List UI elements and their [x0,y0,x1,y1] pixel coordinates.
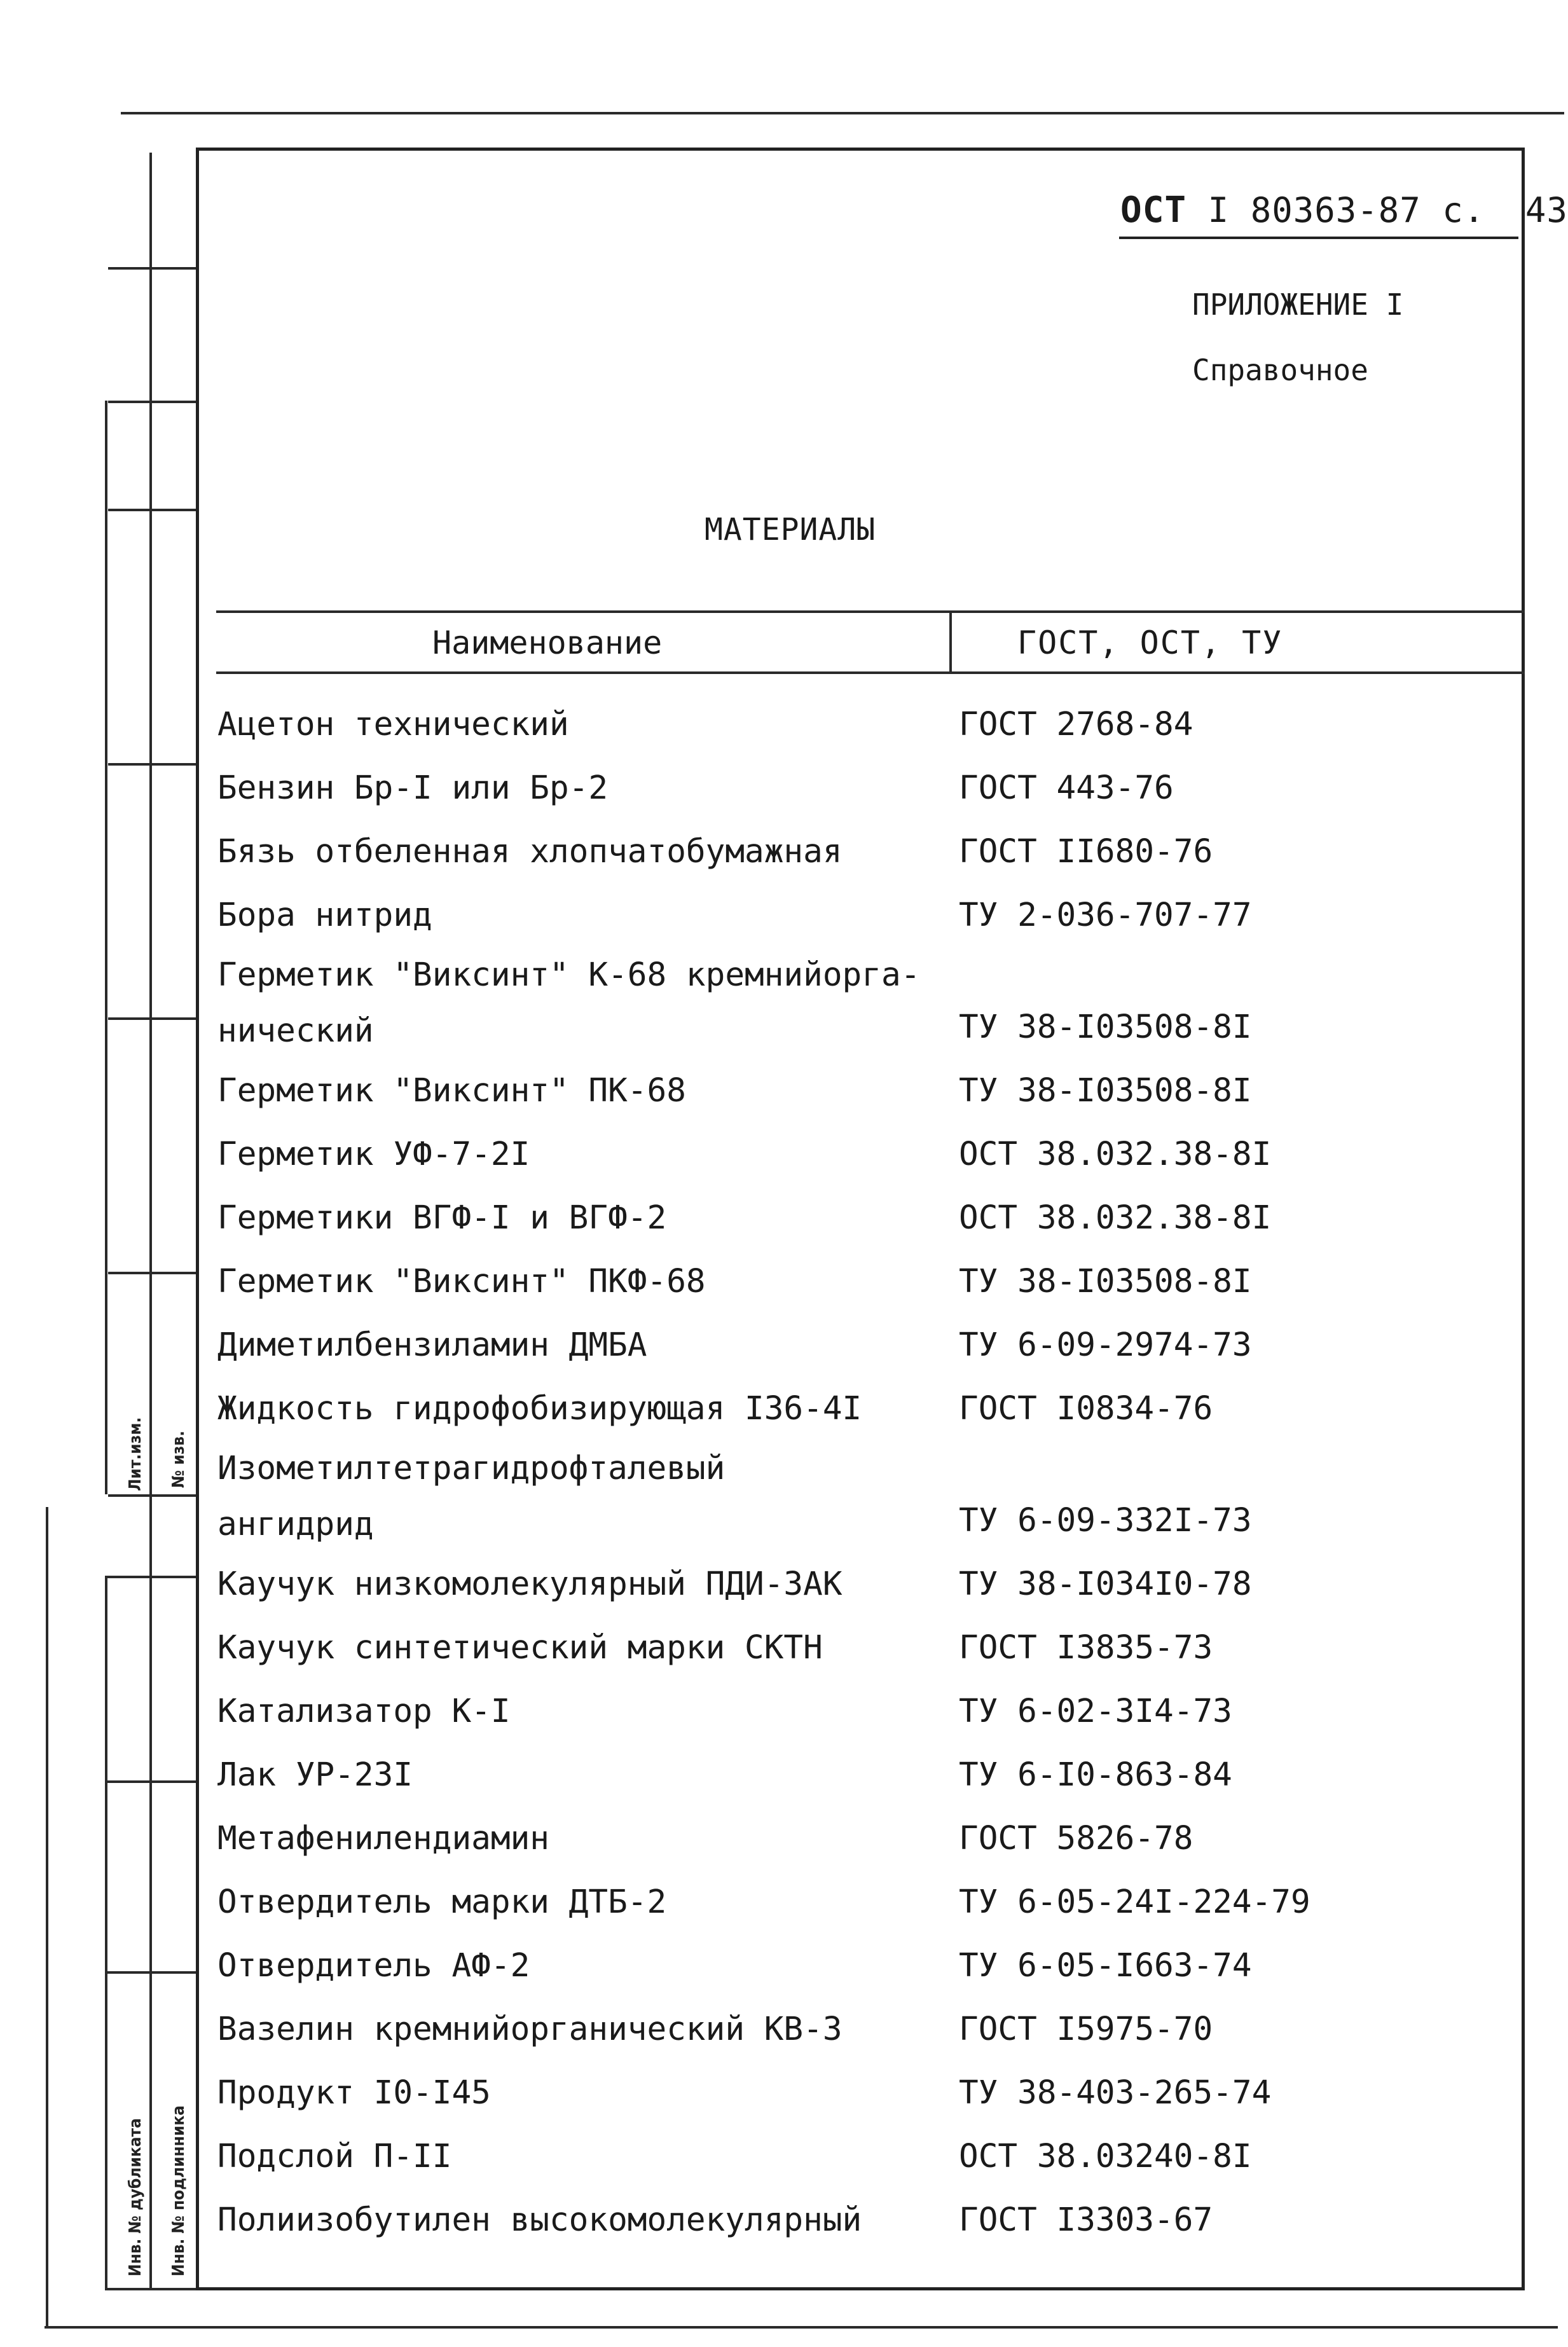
page-number: 43 [1525,190,1568,230]
strip-divider [108,1017,196,1020]
document-code-prefix: ОСТ [1120,189,1187,231]
table-row [217,1123,1515,1187]
strip-divider [108,763,196,766]
table-row [217,947,1515,1059]
material-name: Герметик УФ-7-2I [217,1136,530,1173]
material-standard: ТУ 6-05-I663-74 [959,1947,1252,1985]
material-name: Бязь отбеленная хлопчатобумажная [217,833,842,871]
table-row [217,1807,1515,1871]
material-name: Полиизобутилен высокомолекулярный [217,2201,862,2239]
table-row [217,2189,1515,2252]
material-name: Отвердитель марки ДТБ-2 [217,1883,667,1921]
material-name: Герметики ВГФ-I и ВГФ-2 [217,1199,667,1237]
table-column-separator [949,610,952,674]
table-header-reference: ГОСТ, ОСТ, ТУ [1017,624,1283,661]
strip-divider [108,1494,196,1497]
material-standard: ОСТ 38.032.38-8I [959,1199,1272,1237]
material-standard: ГОСТ I5975-70 [959,2011,1213,2048]
materials-table-body [217,693,1515,2252]
table-row [217,757,1515,820]
material-standard: ТУ 6-02-3I4-73 [959,1693,1232,1730]
table-row [217,693,1515,757]
material-name: Жидкость гидрофобизирующая I36-4I [217,1390,862,1428]
material-standard: ТУ 6-I0-863-84 [959,1756,1232,1794]
table-row [217,1616,1515,1680]
material-name: Каучук низкомолекулярный ПДИ-3АК [217,1566,842,1603]
margin-label-lit-izm: Лит.изм. [126,1417,145,1491]
material-name: Продукт I0-I45 [217,2074,491,2112]
table-row [217,1871,1515,1934]
material-standard: ГОСТ II680-76 [959,833,1213,871]
material-standard: ГОСТ I3303-67 [959,2201,1213,2239]
material-standard: ТУ 6-05-24I-224-79 [959,1883,1310,1921]
page-label: с. [1442,190,1485,230]
table-row [217,1998,1515,2061]
material-name: Лак УР-23I [217,1756,413,1794]
material-name: Катализатор К-I [217,1693,511,1730]
table-row [217,820,1515,884]
material-name: Герметик "Виксинт" ПКФ-68 [217,1263,706,1300]
table-row [217,1187,1515,1250]
table-row [217,2125,1515,2189]
table-row [217,1553,1515,1616]
strip-divider [105,1780,196,1783]
document-code [1120,189,1568,231]
margin-label-inv-dubl: Инв. № дубликата [126,2118,145,2276]
material-name: Герметик "Виксинт" К-68 кремнийорга- нический [217,956,921,1050]
table-header-rule [216,671,1525,674]
strip-divider [108,1272,196,1274]
table-row [217,1377,1515,1441]
material-name: Вазелин кремнийорганический КВ-3 [217,2011,842,2048]
material-name: Каучук синтетический марки СКТН [217,1629,823,1667]
strip-divider [108,267,196,270]
material-name: Бора нитрид [217,897,432,934]
strip-divider [105,2288,196,2290]
material-name: Отвердитель АФ-2 [217,1947,530,1985]
strip-divider [105,1971,196,1974]
material-standard: ГОСТ I3835-73 [959,1629,1213,1667]
material-name: Диметилбензиламин ДМБА [217,1326,647,1364]
material-name: Изометилтетрагидрофталевый ангидрид [217,1450,726,1543]
table-header-name: Наименование [432,624,663,661]
table-row [217,1744,1515,1807]
table-row [217,884,1515,947]
binding-strip-mid [105,401,149,1494]
material-name: Ацетон технический [217,706,569,743]
top-rule [121,112,1564,114]
margin-label-no-izv: № изв. [169,1431,188,1488]
page-title: МАТЕРИАЛЫ [705,512,876,547]
table-row [217,1934,1515,1998]
strip-divider [108,401,196,403]
material-standard: ТУ 38-403-265-74 [959,2074,1272,2112]
table-row [217,2061,1515,2125]
material-name: Подслой П-II [217,2138,452,2175]
margin-label-inv-podl: Инв. № подлинника [169,2105,188,2276]
material-standard: ГОСТ 2768-84 [959,706,1193,743]
material-standard: ТУ 6-09-332I-73 [959,1502,1252,1539]
material-standard: ТУ 38-I034I0-78 [959,1566,1252,1603]
material-standard: ТУ 38-I03508-8I [959,1263,1252,1300]
table-row [217,1059,1515,1123]
document-code-number: I 80363-87 [1207,190,1421,230]
material-name: Метафенилендиамин [217,1820,549,1857]
material-standard: ТУ 38-I03508-8I [959,1072,1252,1110]
table-row [217,1680,1515,1744]
material-standard: ГОСТ I0834-76 [959,1390,1213,1428]
bottom-rule [45,2326,1558,2329]
material-standard: ТУ 6-09-2974-73 [959,1326,1252,1364]
material-standard: ОСТ 38.03240-8I [959,2138,1252,2175]
material-standard: ГОСТ 5826-78 [959,1820,1193,1857]
material-standard: ТУ 38-I03508-8I [959,1008,1252,1046]
material-standard: ОСТ 38.032.38-8I [959,1136,1272,1173]
strip-divider [105,1576,196,1578]
material-name: Бензин Бр-I или Бр-2 [217,769,609,807]
table-row [217,1314,1515,1377]
binding-strip-outer [149,153,196,2289]
table-top-rule [216,610,1525,613]
strip-divider [108,509,196,511]
material-name: Герметик "Виксинт" ПК-68 [217,1072,686,1110]
left-margin-line [46,1507,48,2327]
document-code-underline [1119,237,1518,239]
appendix-label: ПРИЛОЖЕНИЕ I [1192,287,1404,322]
material-standard: ГОСТ 443-76 [959,769,1174,807]
table-row [217,1250,1515,1314]
material-standard: ТУ 2-036-707-77 [959,897,1252,934]
table-row [217,1441,1515,1553]
appendix-type: Справочное [1192,353,1368,387]
